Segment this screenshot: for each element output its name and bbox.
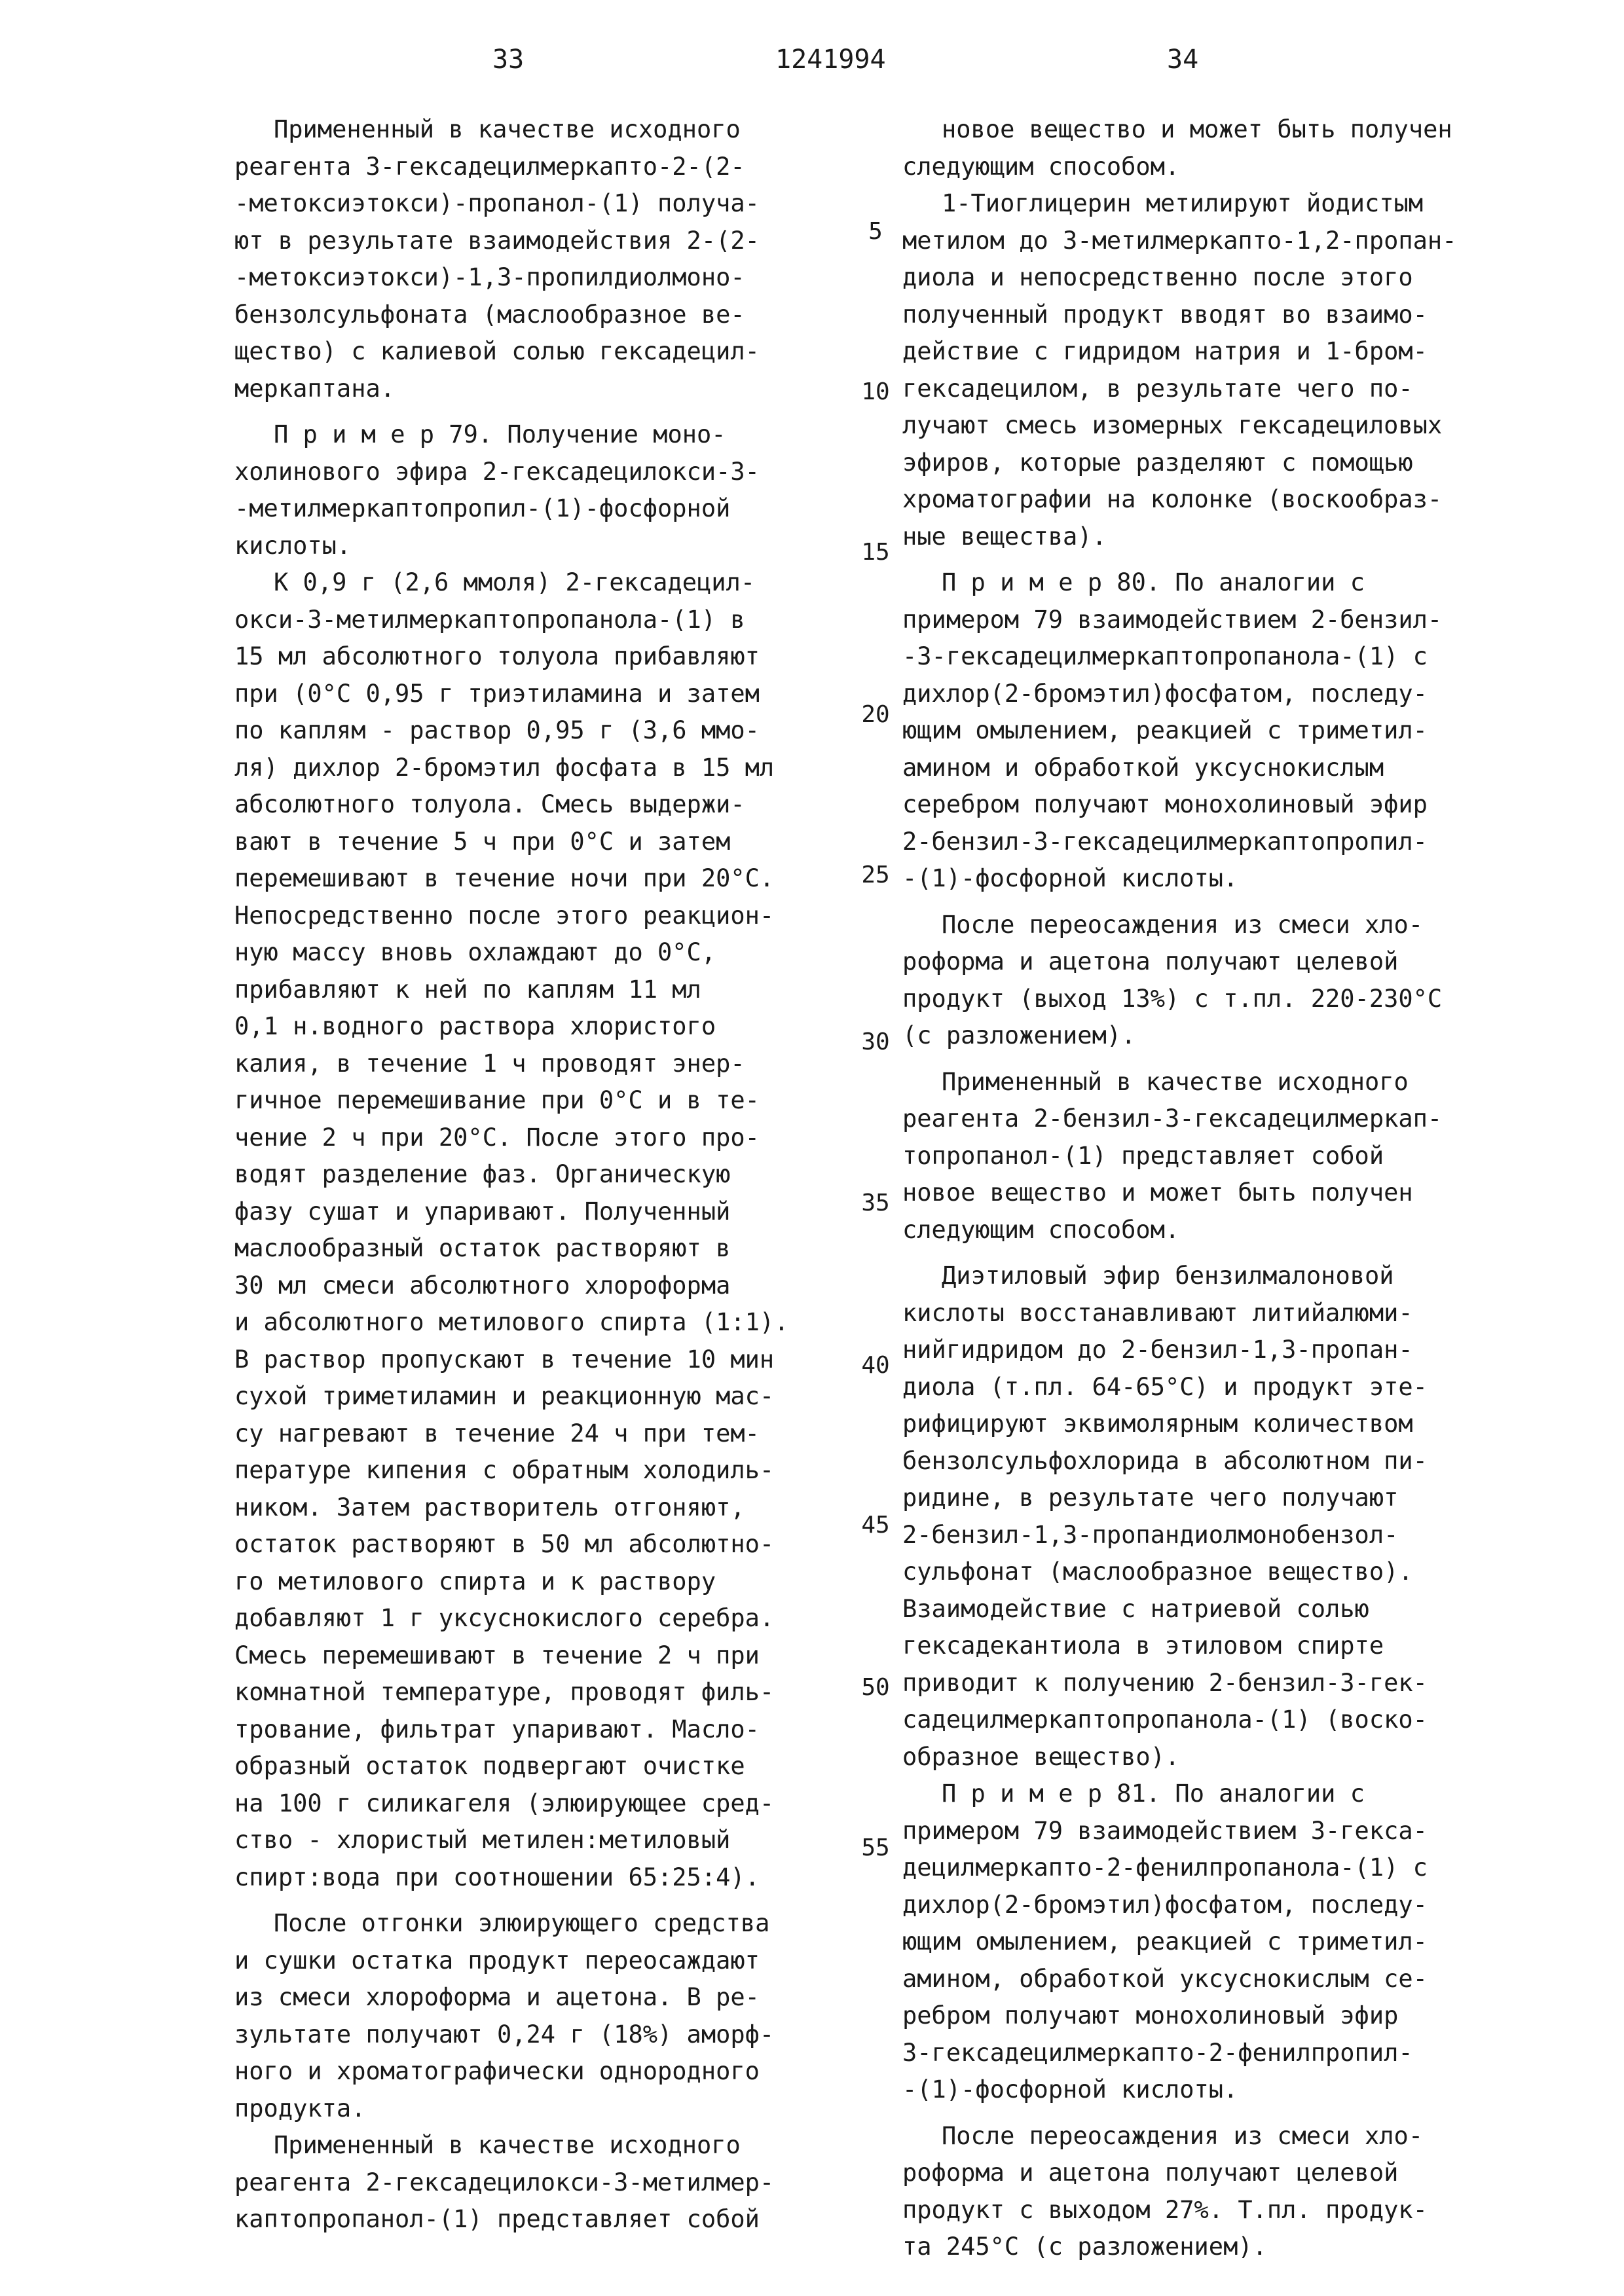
text-line: добавляют 1 г уксуснокислого серебра.	[234, 1604, 775, 1632]
text-line: по каплям - раствор 0,95 г (3,6 ммо-	[234, 716, 760, 744]
line-number: 20	[861, 701, 890, 728]
text-line: хроматографии на колонке (воскообраз-	[902, 485, 1443, 513]
text-line: рифицируют эквимолярным количеством	[902, 1410, 1413, 1438]
text-line: П р и м е р 81. По аналогии с	[942, 1779, 1365, 1808]
text-line: лучают смесь изомерных гексадециловых	[902, 411, 1443, 439]
paragraph	[234, 1905, 843, 2127]
paragraph	[234, 564, 843, 1896]
text-line: трование, фильтрат упаривают. Масло-	[234, 1715, 760, 1743]
text-line: кислоты восстанавливают литийалюми-	[902, 1298, 1413, 1327]
text-line: децилмеркапто-2-фенилпропанола-(1) с	[902, 1853, 1428, 1882]
text-line: водят разделение фаз. Органическую	[234, 1160, 731, 1188]
paragraph	[902, 2118, 1492, 2266]
text-line: следующим способом.	[902, 152, 1180, 181]
page-number-right: 34	[1167, 45, 1199, 75]
paragraph	[902, 564, 1492, 898]
text-line: ником. Затем растворитель отгоняют,	[234, 1493, 745, 1522]
text-line: (с разложением).	[902, 1021, 1136, 1049]
text-line: 0,1 н.водного раствора хлористого	[234, 1012, 716, 1040]
text-line: Непосредственно после этого реакцион-	[234, 901, 775, 930]
text-line: продукт (выход 13%) с т.пл. 220-230°С	[902, 984, 1443, 1013]
text-line: из смеси хлороформа и ацетона. В ре-	[234, 1983, 760, 2011]
paragraph	[902, 111, 1492, 185]
text-line: 1-Тиоглицерин метилируют йодистым	[942, 189, 1424, 217]
text-line: маслообразный остаток растворяют в	[234, 1234, 731, 1262]
text-line: реагента 2-гексадецилокси-3-метилмер-	[234, 2168, 775, 2196]
text-line: вают в течение 5 ч при 0°С и затем	[234, 827, 731, 856]
text-line: прибавляют к ней по каплям 11 мл	[234, 975, 701, 1004]
text-line: ную массу вновь охлаждают до 0°С,	[234, 938, 716, 966]
text-line: приводит к получению 2-бензил-3-гек-	[902, 1668, 1428, 1697]
text-line: ля) дихлор 2-бромэтил фосфата в 15 мл	[234, 753, 775, 782]
text-line: амином, обработкой уксуснокислым се-	[902, 1964, 1428, 1993]
text-line: диола и непосредственно после этого	[902, 263, 1413, 291]
text-line: и абсолютного метилового спирта (1:1).	[234, 1308, 789, 1336]
text-line: После переосаждения из смеси хло-	[942, 2121, 1424, 2150]
text-line: та 245°С (с разложением).	[902, 2232, 1267, 2261]
text-line: новое вещество и может быть получен	[942, 115, 1452, 143]
text-line: Примененный в качестве исходного	[274, 2131, 741, 2159]
text-line: калия, в течение 1 ч проводят энер-	[234, 1049, 745, 1078]
text-line: роформа и ацетона получают целевой	[902, 947, 1399, 975]
text-line: бензолсульфоната (маслообразное ве-	[234, 300, 745, 329]
text-line: зультате получают 0,24 г (18%) аморф-	[234, 2020, 775, 2049]
text-line: ридине, в результате чего получают	[902, 1484, 1399, 1512]
text-line: роформа и ацетона получают целевой	[902, 2159, 1399, 2187]
text-line: су нагревают в течение 24 ч при тем-	[234, 1419, 760, 1448]
text-line: 15 мл абсолютного толуола прибавляют	[234, 642, 760, 670]
line-number: 55	[861, 1834, 890, 1861]
text-line: 3-гексадецилмеркапто-2-фенилпропил-	[902, 2038, 1413, 2067]
line-number: 10	[861, 378, 890, 405]
text-line: Примененный в качестве исходного	[274, 115, 741, 143]
text-line: меркаптана.	[234, 374, 396, 403]
line-number: 40	[861, 1352, 890, 1379]
text-line: кислоты.	[234, 531, 352, 560]
page-number-left: 33	[492, 45, 525, 75]
text-line: образное вещество).	[902, 1742, 1180, 1771]
text-line: фазу сушат и упаривают. Полученный	[234, 1197, 731, 1226]
text-line: ющим омылением, реакцией с триметил-	[902, 1927, 1428, 1956]
text-line: После отгонки элюирующего средства	[274, 1909, 770, 1937]
text-line: дихлор(2-бромэтил)фосфатом, последу-	[902, 679, 1428, 708]
text-line: реагента 2-бензил-3-гексадецилмеркап-	[902, 1104, 1443, 1133]
text-line: П р и м е р 80. По аналогии с	[942, 568, 1365, 596]
paragraph	[902, 1776, 1492, 2109]
paragraph	[234, 2127, 843, 2238]
text-line: метилом до 3-метилмеркапто-1,2-пропан-	[902, 226, 1457, 255]
text-line: действие с гидридом натрия и 1-бром-	[902, 337, 1428, 365]
text-line: 2-бензил-3-гексадецилмеркаптопропил-	[902, 827, 1428, 856]
line-number: 5	[868, 218, 883, 245]
text-line: садецилмеркаптопропанола-(1) (воско-	[902, 1705, 1428, 1734]
text-line: абсолютного толуола. Смесь выдержи-	[234, 790, 745, 818]
text-line: следующим способом.	[902, 1215, 1180, 1244]
text-line: амином и обработкой уксуснокислым	[902, 753, 1384, 782]
text-line: образный остаток подвергают очистке	[234, 1752, 745, 1780]
text-line: перемешивают в течение ночи при 20°С.	[234, 864, 775, 892]
text-line: -3-гексадецилмеркаптопропанола-(1) с	[902, 642, 1428, 670]
text-line: дихлор(2-бромэтил)фосфатом, последу-	[902, 1890, 1428, 1919]
paragraph	[902, 185, 1492, 555]
left-column	[234, 111, 843, 2238]
text-line: остаток растворяют в 50 мл абсолютно-	[234, 1530, 775, 1558]
text-line: К 0,9 г (2,6 ммоля) 2-гексадецил-	[274, 568, 756, 596]
text-line: окси-3-метилмеркаптопропанола-(1) в	[234, 605, 745, 634]
text-line: Смесь перемешивают в течение 2 ч при	[234, 1641, 760, 1669]
line-number: 25	[861, 862, 890, 888]
text-line: реагента 3-гексадецилмеркапто-2-(2-	[234, 152, 745, 181]
patent-number: 1241994	[775, 45, 886, 75]
text-line: диола (т.пл. 64-65°С) и продукт эте-	[902, 1372, 1428, 1401]
text-line: щество) с калиевой солью гексадецил-	[234, 337, 760, 365]
right-column	[902, 111, 1492, 2266]
text-line: нийгидридом до 2-бензил-1,3-пропан-	[902, 1336, 1413, 1364]
text-line: примером 79 взаимодействием 3-гекса-	[902, 1816, 1428, 1845]
text-line: -(1)-фосфорной кислоты.	[902, 2075, 1238, 2104]
text-line: После переосаждения из смеси хло-	[942, 910, 1424, 939]
text-line: -метилмеркаптопропил-(1)-фосфорной	[234, 494, 731, 522]
text-line: полученный продукт вводят во взаимо-	[902, 300, 1428, 329]
text-line: В раствор пропускают в течение 10 мин	[234, 1345, 775, 1374]
paragraph	[902, 1258, 1492, 1776]
paragraph	[902, 1064, 1492, 1249]
text-line: Взаимодействие с натриевой солью	[902, 1594, 1369, 1623]
text-line: 2-бензил-1,3-пропандиолмонобензол-	[902, 1520, 1399, 1549]
text-line: ющим омылением, реакцией с триметил-	[902, 716, 1428, 744]
line-number: 45	[861, 1512, 890, 1539]
text-line: спирт:вода при соотношении 65:25:4).	[234, 1863, 760, 1891]
text-line: при (0°С 0,95 г триэтиламина и затем	[234, 679, 760, 708]
text-line: пературе кипения с обратным холодиль-	[234, 1456, 775, 1484]
text-line: Диэтиловый эфир бензилмалоновой	[942, 1262, 1394, 1290]
text-line: чение 2 ч при 20°С. После этого про-	[234, 1123, 760, 1152]
text-line: холинового эфира 2-гексадецилокси-3-	[234, 457, 760, 486]
line-number: 15	[861, 539, 890, 566]
text-line: на 100 г силикагеля (элюирующее сред-	[234, 1789, 775, 1817]
text-line: гексадекантиола в этиловом спирте	[902, 1631, 1384, 1660]
text-line: каптопропанол-(1) представляет собой	[234, 2205, 760, 2233]
text-line: ребром получают монохолиновый эфир	[902, 2001, 1399, 2030]
text-line: серебром получают монохолиновый эфир	[902, 790, 1428, 818]
text-line: комнатной температуре, проводят филь-	[234, 1678, 775, 1706]
text-line: продукт с выходом 27%. Т.пл. продук-	[902, 2195, 1428, 2224]
text-line: П р и м е р 79. Получение моно-	[274, 420, 726, 448]
text-line: Примененный в качестве исходного	[942, 1067, 1409, 1096]
text-line: ют в результате взаимодействия 2-(2-	[234, 226, 760, 255]
text-line: гексадецилом, в результате чего по-	[902, 374, 1413, 403]
text-line: новое вещество и может быть получен	[902, 1178, 1413, 1207]
text-line: сульфонат (маслообразное вещество).	[902, 1558, 1413, 1586]
text-line: продукта.	[234, 2094, 366, 2123]
text-line: эфиров, которые разделяют с помощью	[902, 448, 1413, 477]
text-line: 30 мл смеси абсолютного хлороформа	[234, 1271, 731, 1300]
text-line: гичное перемешивание при 0°С и в те-	[234, 1086, 760, 1114]
paragraph	[234, 416, 843, 564]
text-line: ного и хроматографически однородного	[234, 2057, 760, 2085]
text-line: -метоксиэтокси)-1,3-пропилдиолмоно-	[234, 263, 745, 291]
paragraph	[902, 907, 1492, 1055]
line-number: 35	[861, 1190, 890, 1216]
text-line: и сушки остатка продукт переосаждают	[234, 1946, 760, 1975]
paragraph	[234, 111, 843, 407]
text-line: ство - хлористый метилен:метиловый	[234, 1826, 731, 1854]
text-line: -метоксиэтокси)-пропанол-(1) получа-	[234, 189, 760, 217]
text-line: примером 79 взаимодействием 2-бензил-	[902, 605, 1443, 634]
text-line: -(1)-фосфорной кислоты.	[902, 864, 1238, 892]
line-number: 30	[861, 1029, 890, 1055]
line-number: 50	[861, 1674, 890, 1701]
text-line: го метилового спирта и к раствору	[234, 1567, 716, 1595]
text-line: ные вещества).	[902, 522, 1107, 551]
text-line: топропанол-(1) представляет собой	[902, 1141, 1384, 1170]
text-line: бензолсульфохлорида в абсолютном пи-	[902, 1446, 1428, 1475]
text-line: сухой триметиламин и реакционную мас-	[234, 1382, 775, 1410]
